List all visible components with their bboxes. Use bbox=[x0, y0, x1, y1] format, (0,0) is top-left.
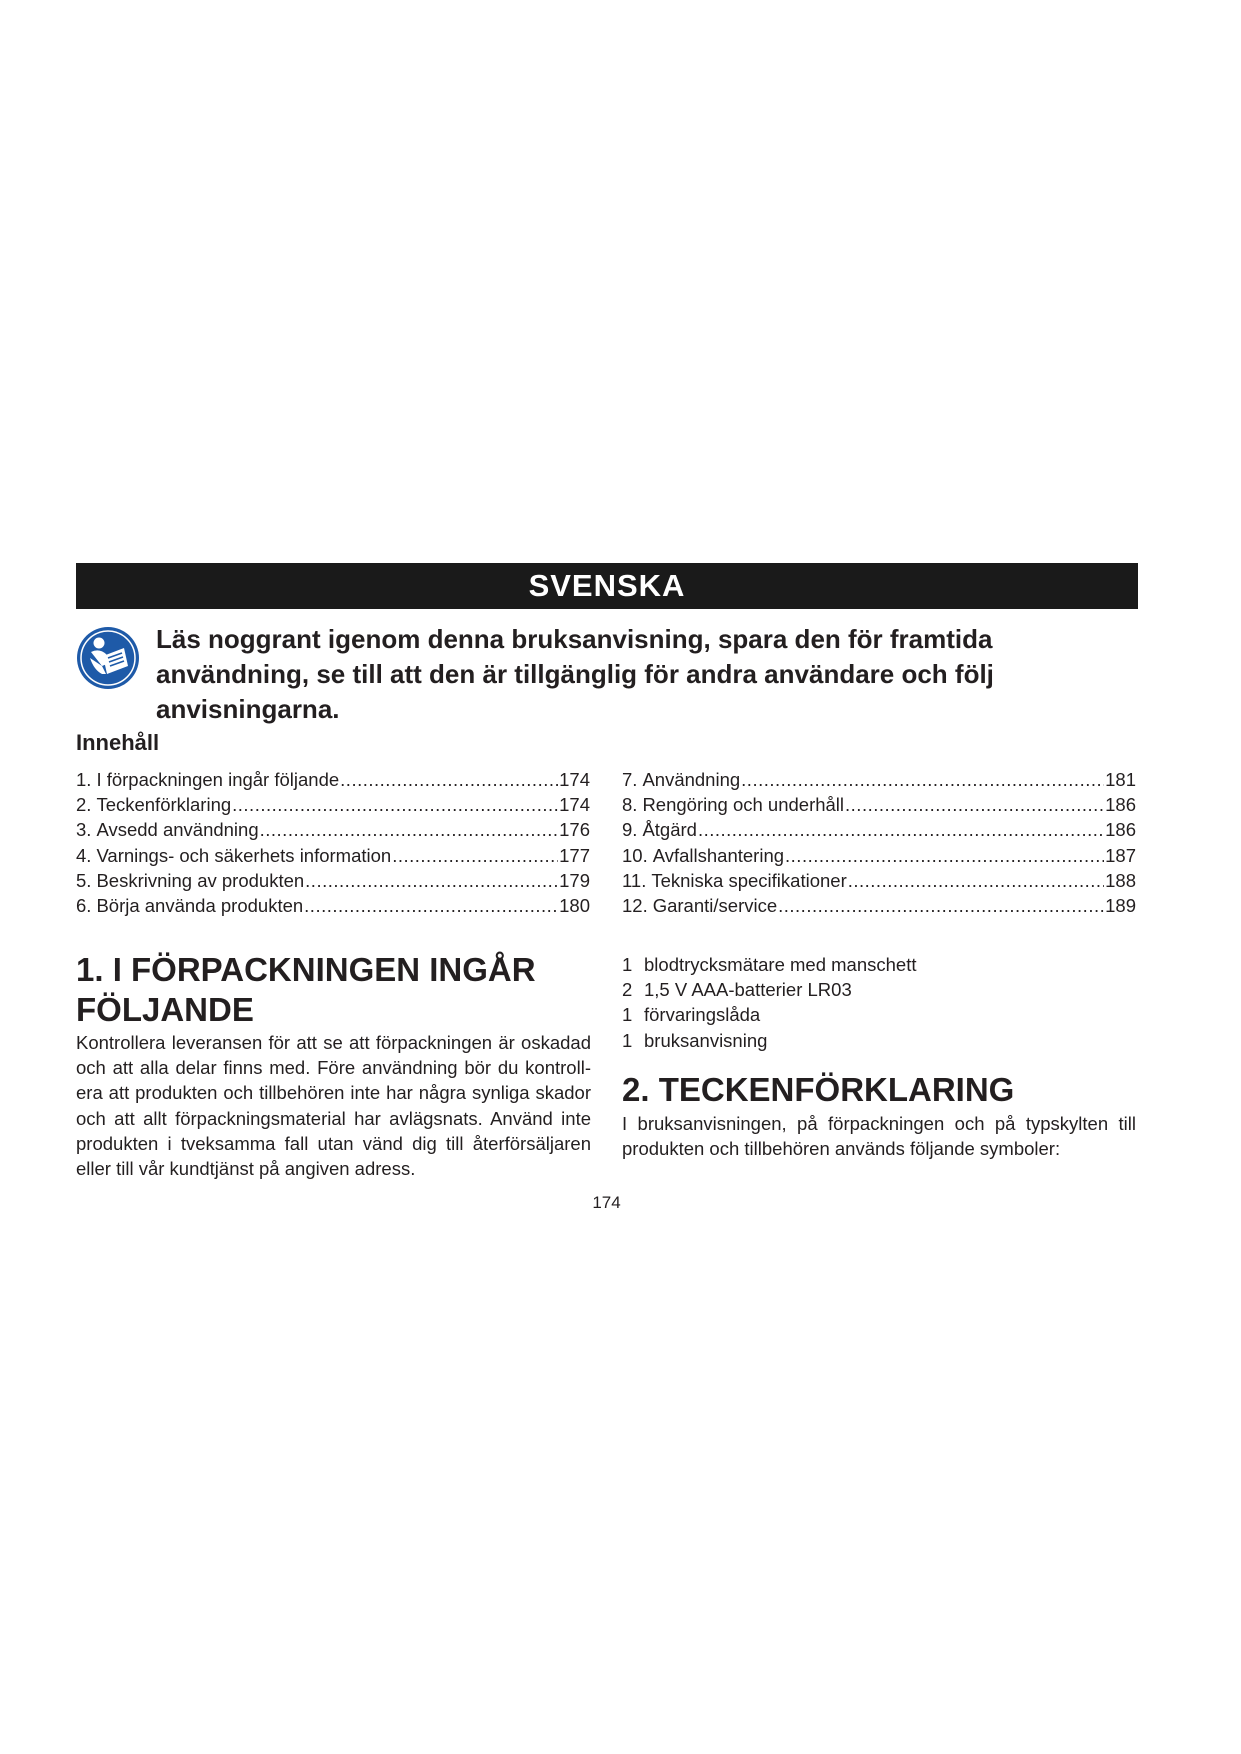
toc-leader-dots bbox=[232, 792, 558, 817]
toc-entry-label: Åtgärd bbox=[642, 819, 697, 841]
toc-entry-number: 6. bbox=[76, 895, 92, 917]
toc-entry[interactable] bbox=[622, 843, 1136, 868]
list-item bbox=[622, 952, 916, 977]
section-2-paragraph: I bruksanvisningen, på förpackningen och på typskylten till produkten och tillbehören används följande symboler: bbox=[622, 1113, 1136, 1160]
list-item bbox=[622, 1028, 916, 1053]
toc-entry-label: Avfallshantering bbox=[652, 844, 785, 866]
toc-left-column bbox=[76, 767, 590, 918]
section-1-heading: 1. I FÖRPACKNINGEN INGÅR FÖLJANDE bbox=[76, 951, 536, 1028]
toc-leader-dots bbox=[305, 868, 558, 893]
item-quantity: 2 bbox=[622, 979, 633, 1001]
toc-entry[interactable] bbox=[76, 792, 590, 817]
toc-entry-number: 2. bbox=[76, 794, 92, 816]
toc-entry[interactable] bbox=[622, 868, 1136, 893]
toc-leader-dots bbox=[340, 767, 558, 792]
notice-text: Läs noggrant igenom denna bruksanvisning, spara den för framtida användning, se till att den är tillgänglig för andra användare och följ anvisningarna. bbox=[156, 624, 994, 724]
toc-entry[interactable] bbox=[622, 893, 1136, 918]
toc-entry-number: 11. bbox=[622, 869, 647, 891]
item-name: bruksanvisning bbox=[644, 1029, 768, 1051]
toc-entry-page: 189 bbox=[1105, 895, 1136, 917]
toc-leader-dots bbox=[845, 792, 1104, 817]
package-contents-list bbox=[622, 952, 916, 1053]
toc-entry-number: 8. bbox=[622, 794, 638, 816]
toc-entry[interactable] bbox=[76, 767, 590, 792]
item-quantity: 1 bbox=[622, 1004, 633, 1026]
toc-leader-dots bbox=[260, 817, 559, 842]
toc-entry-number: 1. bbox=[76, 769, 92, 790]
toc-entry[interactable] bbox=[76, 843, 590, 868]
toc-leader-dots bbox=[778, 893, 1104, 918]
toc-leader-dots bbox=[698, 817, 1104, 842]
toc-entry[interactable] bbox=[622, 767, 1136, 792]
toc-entry-number: 5. bbox=[76, 869, 92, 891]
toc-leader-dots bbox=[848, 868, 1104, 893]
toc-entry-page: 180 bbox=[559, 895, 590, 917]
toc-entry-label: Rengöring och underhåll bbox=[642, 794, 845, 816]
toc-entry-page: 179 bbox=[559, 869, 590, 891]
toc-entry-number: 4. bbox=[76, 844, 92, 866]
toc-entry-page: 186 bbox=[1105, 794, 1136, 816]
language-banner: SVENSKA bbox=[76, 563, 1138, 609]
toc-entry[interactable] bbox=[622, 792, 1136, 817]
toc-leader-dots bbox=[392, 843, 558, 868]
toc-entry[interactable] bbox=[76, 868, 590, 893]
item-name: 1,5 V AAA-batterier LR03 bbox=[644, 979, 852, 1001]
toc-leader-dots bbox=[741, 767, 1104, 792]
toc-entry-label: Varnings- och säkerhets information bbox=[96, 844, 392, 866]
list-item bbox=[622, 1002, 916, 1027]
toc-title: Innehåll bbox=[76, 730, 160, 755]
toc-entry-number: 3. bbox=[76, 819, 92, 841]
toc-entry[interactable] bbox=[622, 817, 1136, 842]
toc-entry-page: 174 bbox=[559, 794, 590, 816]
toc-entry-label: Garanti/service bbox=[652, 895, 778, 917]
toc-entry-label: Teckenförklaring bbox=[96, 794, 232, 816]
toc-entry-label: Beskrivning av produkten bbox=[96, 869, 305, 891]
toc-entry-page: 181 bbox=[1105, 769, 1136, 790]
section-2-heading: 2. TECKENFÖRKLARING bbox=[622, 1071, 1015, 1108]
item-name: förvaringslåda bbox=[644, 1004, 761, 1026]
toc-leader-dots bbox=[785, 843, 1104, 868]
read-manual-icon bbox=[76, 626, 140, 690]
toc-entry-page: 176 bbox=[559, 819, 590, 841]
toc-entry-page: 174 bbox=[559, 769, 590, 790]
toc-entry-number: 12. bbox=[622, 895, 648, 917]
item-quantity: 1 bbox=[622, 954, 633, 975]
toc-entry-page: 186 bbox=[1105, 819, 1136, 841]
toc-entry-number: 7. bbox=[622, 769, 638, 790]
item-name: blodtrycksmätare med manschett bbox=[644, 954, 917, 975]
toc-leader-dots bbox=[304, 893, 558, 918]
list-item bbox=[622, 977, 916, 1002]
item-quantity: 1 bbox=[622, 1029, 633, 1051]
toc-entry-label: Användning bbox=[642, 769, 741, 790]
toc-entry-page: 177 bbox=[559, 844, 590, 866]
toc-entry[interactable] bbox=[76, 893, 590, 918]
toc-entry-label: I förpackningen ingår följande bbox=[96, 769, 340, 790]
page-number: 174 bbox=[592, 1193, 621, 1212]
toc-entry-number: 9. bbox=[622, 819, 638, 841]
toc-right-column bbox=[622, 767, 1136, 918]
toc-entry-page: 187 bbox=[1105, 844, 1136, 866]
toc-entry-label: Avsedd användning bbox=[96, 819, 259, 841]
toc-entry-label: Börja använda produkten bbox=[96, 895, 304, 917]
toc-entry-label: Tekniska specifikationer bbox=[651, 869, 847, 891]
section-1-paragraph: Kontrollera leveransen för att se att förpackningen är oskadad och att alla delar finns med. Före användning bör du kontrollera att produkten och tillbehören inte har några synliga skador och att allt förpackningsmaterial har avlägsnats. Använd inte produkten i tveksamma fall utan vänd dig till återförsäljaren eller till vår kundtjänst på angiven adress. bbox=[76, 1032, 591, 1180]
toc-entry[interactable] bbox=[76, 817, 590, 842]
toc-entry-number: 10. bbox=[622, 844, 648, 866]
toc-entry-page: 188 bbox=[1105, 869, 1136, 891]
